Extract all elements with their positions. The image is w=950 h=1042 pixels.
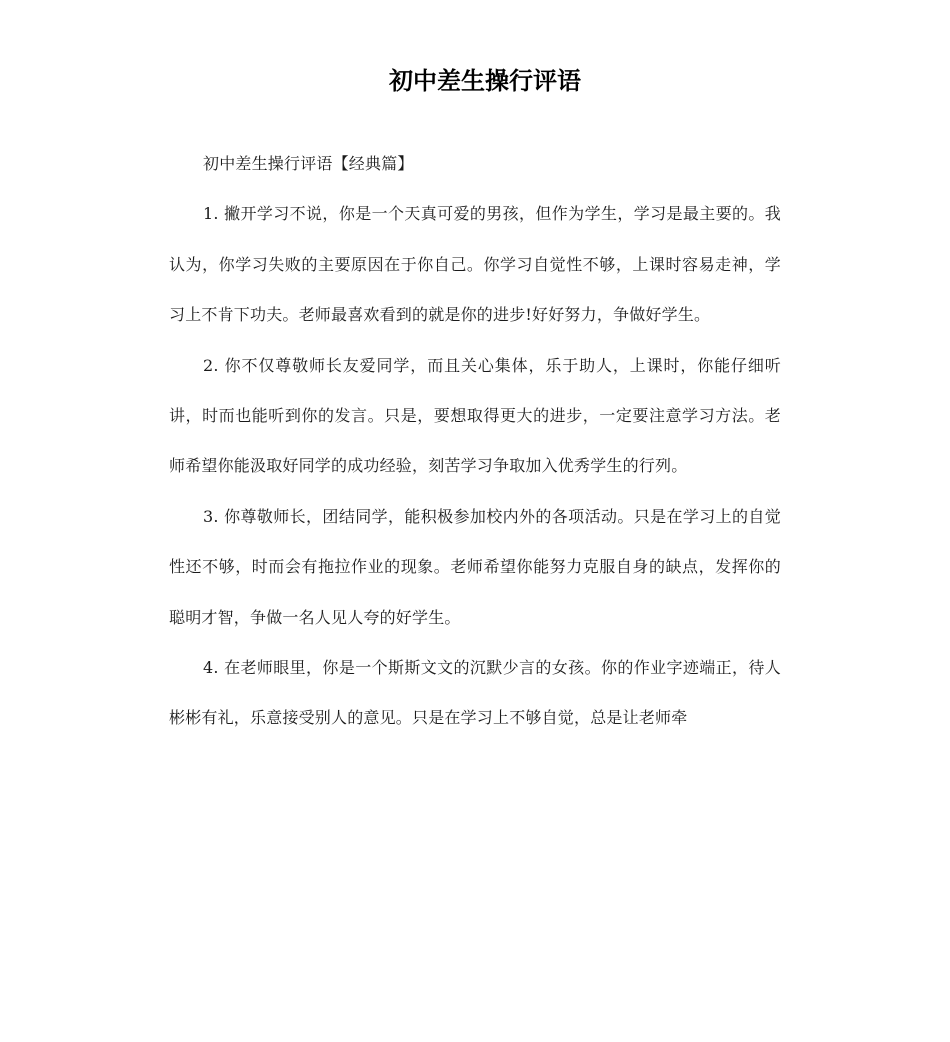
document-subtitle: 初中差生操行评语【经典篇】 — [203, 154, 414, 173]
document-body — [169, 139, 781, 744]
comment-paragraph-1: 1. 撇开学习不说，你是一个天真可爱的男孩，但作为学生，学习是最主要的。我认为，你学习失败的主要原因在于你自己。你学习自觉性不够，上课时容易走神，学习上不肯下功夫。老师最喜欢看到的就是你的进步!好好努力，争做好学生。 — [169, 204, 781, 325]
comment-paragraph-2: 2. 你不仅尊敬师长友爱同学，而且关心集体，乐于助人，上课时，你能仔细听讲，时而也能听到你的发言。只是，要想取得更大的进步，一定要注意学习方法。老师希望你能汲取好同学的成功经验，刻苦学习争取加入优秀学生的行列。 — [169, 355, 781, 476]
comment-paragraph-4: 4. 在老师眼里，你是一个斯斯文文的沉默少言的女孩。你的作业字迹端正，待人彬彬有礼，乐意接受别人的意见。只是在学习上不够自觉，总是让老师牵 — [169, 658, 781, 728]
comment-paragraph-3: 3. 你尊敬师长，团结同学，能积极参加校内外的各项活动。只是在学习上的自觉性还不够，时而会有拖拉作业的现象。老师希望你能努力克服自身的缺点，发挥你的聪明才智，争做一名人见人夸的好学生。 — [169, 506, 781, 627]
document-title: 初中差生操行评语 — [389, 67, 581, 95]
